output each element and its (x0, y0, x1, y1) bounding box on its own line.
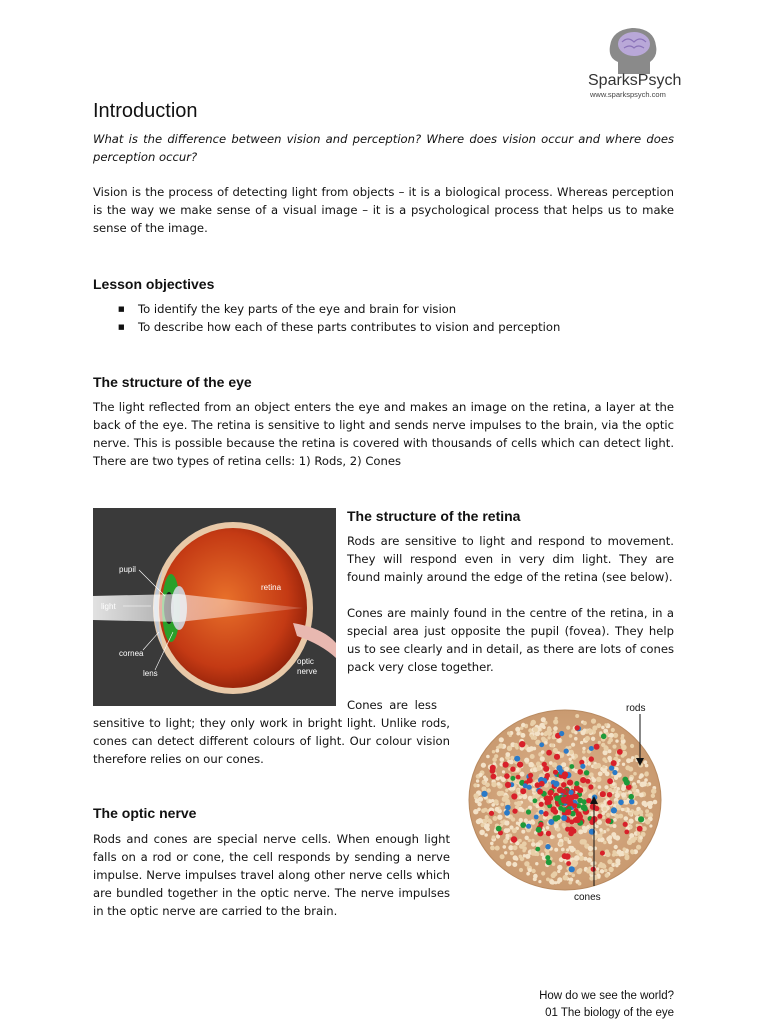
footer (374, 988, 674, 1022)
footer-title: How do we see the world? (539, 990, 674, 1002)
eye-diagram (93, 508, 336, 706)
lens-label: lens (143, 669, 158, 678)
structure-eye-heading: The structure of the eye (93, 374, 252, 390)
intro-question: What is the difference between vision and perception? Where does vision occur and where does perception occur? (93, 132, 674, 164)
intro-body: Vision is the process of detecting light from objects – it is a biological process. Whereas perception is the way we make sense of a visual image – it is a psychological process that helps us to make sense of the image. (93, 185, 674, 235)
optic-label: optic (297, 657, 314, 666)
optic-nerve-body: Rods and cones are special nerve cells. When enough light falls on a rod or cone, the cell responds by sending a nerve impulse. Nerve impulses travel along other nerve cells which are bundled together in the optic nerve. The nerve impulses in the optic nerve are carried to the brain. (93, 832, 450, 918)
objective-item: ■ To identify the key parts of the eye and brain for vision (110, 300, 670, 318)
cones-label: cones (574, 892, 601, 903)
cornea-label: cornea (119, 649, 144, 658)
eye-cross-section-image (93, 508, 336, 706)
head-brain-icon (604, 26, 664, 76)
logo (584, 26, 688, 102)
retina-label: retina (261, 583, 282, 592)
objectives-heading: Lesson objectives (93, 276, 215, 292)
structure-eye-body: The light reflected from an object enters the eye and makes an image on the retina, a layer at the back of the eye. The retina is sensitive to light and sends nerve impulses to the brain, via the optic nerve. This is possible because the retina is covered with thousands of cells which can detect light. There are two types of retina cells: 1) Rods, 2) Cones (93, 400, 674, 468)
objective-item: ■ To describe how each of these parts contributes to vision and perception (110, 318, 670, 336)
retina-diagram (460, 696, 674, 910)
page-title: Introduction (93, 100, 198, 122)
retina-cones-text: Cones are mainly found in the centre of the retina, in a special area just opposite the pupil (fovea). They help us to see clearly and in detail, as there are lots of cones pack very close together. (347, 606, 674, 674)
logo-text: SparksPsych (588, 72, 682, 89)
pupil-label: pupil (119, 565, 136, 574)
nerve-label: nerve (297, 667, 318, 676)
light-label: light (101, 602, 116, 611)
retina-rods-text: Rods are sensitive to light and respond to movement. They will respond even in very dim light. They are found mainly around the edge of the retina (see below). (347, 534, 674, 584)
logo-url: www.sparkspsych.com (590, 90, 666, 99)
retina-cones-lead: Cones are less (347, 698, 437, 712)
structure-retina-heading: The structure of the retina (347, 508, 521, 524)
optic-nerve-heading: The optic nerve (93, 805, 197, 821)
rods-cones-diagram (460, 696, 674, 910)
retina-cones-colour-text: sensitive to light; they only work in bright light. Unlike rods, cones can detect different colours of light. Our colour vision therefore relies on our cones. (93, 716, 450, 766)
rods-label: rods (626, 703, 646, 714)
footer-subtitle: 01 The biology of the eye (545, 1007, 674, 1019)
objectives-list (110, 300, 670, 336)
